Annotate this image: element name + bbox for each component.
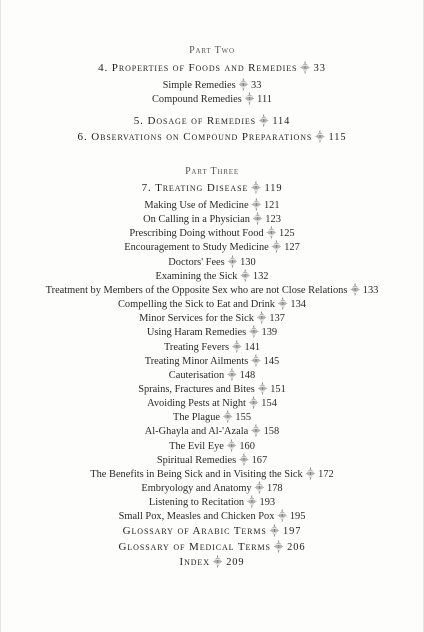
toc-entry xyxy=(1,439,423,452)
page-number: 206 xyxy=(287,542,306,553)
toc-entry xyxy=(1,226,423,239)
entry-title: Treating Fevers xyxy=(163,341,230,353)
separator-icon: ⸎ xyxy=(350,284,360,295)
separator-icon: ⸎ xyxy=(254,483,265,493)
separator-icon: ⸎ xyxy=(256,313,267,324)
page-number: 145 xyxy=(263,355,280,367)
chapter-title: 5. Dosage of Remedies xyxy=(133,115,257,127)
page-number: 141 xyxy=(244,341,261,353)
page-number: 134 xyxy=(290,299,306,311)
page-number: 148 xyxy=(239,369,256,381)
chapter-title: 7. Treating Disease xyxy=(141,182,249,194)
chapter-title: 6. Observations on Compound Preparations xyxy=(77,131,313,143)
page-number: 125 xyxy=(279,228,295,240)
page-number: 114 xyxy=(272,116,291,127)
separator-icon: ⸎ xyxy=(252,214,263,225)
toc-entry xyxy=(1,424,423,437)
toc-entry xyxy=(1,340,423,353)
entry-title: Encouragement to Study Medicine xyxy=(124,242,269,254)
page-number: 121 xyxy=(263,200,280,211)
entry-title: Using Haram Remedies xyxy=(146,327,247,339)
page-number: 193 xyxy=(259,497,276,509)
page-number: 119 xyxy=(264,183,283,194)
separator-icon: ⸎ xyxy=(277,511,287,522)
entry-title: Small Pox, Measles and Chicken Pox xyxy=(118,511,275,523)
chapter-title: 4. Properties of Foods and Remedies xyxy=(98,62,298,74)
page-number: 33 xyxy=(251,80,262,91)
page-number: 111 xyxy=(257,94,272,105)
separator-icon: ⸎ xyxy=(251,183,262,193)
separator-icon: ⸎ xyxy=(227,369,237,380)
page-number: 178 xyxy=(267,483,283,494)
entry-title: The Evil Eye xyxy=(169,440,224,452)
entry-title: Treating Minor Ailments xyxy=(144,355,249,367)
separator-icon: ⸎ xyxy=(227,256,238,267)
toc-entry xyxy=(1,453,423,466)
separator-icon: ⸎ xyxy=(269,526,281,536)
page-number: 133 xyxy=(362,284,379,296)
page-number: 151 xyxy=(270,384,286,395)
separator-icon: ⸎ xyxy=(271,242,282,253)
toc-entry xyxy=(1,495,423,508)
toc-entry xyxy=(1,325,423,338)
toc-entry xyxy=(1,481,423,494)
page-number: 195 xyxy=(289,511,306,523)
separator-icon: ⸎ xyxy=(248,398,259,409)
page-number: 115 xyxy=(328,132,347,143)
separator-icon: ⸎ xyxy=(212,557,224,567)
toc-entry xyxy=(1,297,423,310)
entry-title: Minor Services for the Sick xyxy=(139,313,254,325)
separator-icon: ⸎ xyxy=(257,384,268,394)
toc-entry xyxy=(1,311,423,324)
entry-title: Examining the Sick xyxy=(155,270,238,282)
toc-entry xyxy=(1,198,423,211)
toc-entry xyxy=(1,255,423,268)
page-number: 33 xyxy=(313,63,326,74)
separator-icon: ⸎ xyxy=(300,63,311,73)
entry-title: Index xyxy=(179,556,210,568)
toc-entry xyxy=(1,509,423,522)
toc-entry xyxy=(1,368,423,381)
entry-title: Glossary of Medical Terms xyxy=(118,541,271,553)
entry-title: The Plague xyxy=(172,412,221,424)
toc-chapter-7 xyxy=(1,181,423,194)
toc-entry xyxy=(1,240,423,253)
page-number: 155 xyxy=(235,412,252,424)
entry-title: Glossary of Arabic Terms xyxy=(122,525,267,537)
separator-icon: ⸎ xyxy=(249,327,259,338)
entry-title: Listening to Recitation xyxy=(148,497,245,509)
page-number: 172 xyxy=(318,468,334,480)
toc-chapter-6 xyxy=(1,130,423,143)
toc-entry xyxy=(1,354,423,367)
page-number: 123 xyxy=(265,214,281,226)
entry-title: Making Use of Medicine xyxy=(144,200,249,211)
separator-icon: ⸎ xyxy=(278,299,288,310)
entry-title: Prescribing Doing without Food xyxy=(129,228,264,240)
separator-icon: ⸎ xyxy=(240,270,250,281)
separator-icon: ⸎ xyxy=(223,412,233,423)
page-number: 154 xyxy=(261,398,277,410)
toc-entry xyxy=(1,410,423,423)
separator-icon: ⸎ xyxy=(315,132,326,142)
entry-title: Cauterisation xyxy=(168,369,225,381)
separator-icon: ⸎ xyxy=(251,426,261,437)
page-number: 160 xyxy=(239,440,255,452)
page-number: 130 xyxy=(240,256,256,268)
part-two-heading: Part Two xyxy=(189,45,235,56)
toc-entry xyxy=(1,396,423,409)
page-number: 197 xyxy=(283,526,302,537)
separator-icon: ⸎ xyxy=(232,341,242,352)
entry-title: Spiritual Remedies xyxy=(156,454,237,466)
toc-index xyxy=(1,555,423,568)
page-number: 167 xyxy=(251,454,268,466)
separator-icon: ⸎ xyxy=(273,542,285,552)
toc-entry xyxy=(1,382,423,395)
separator-icon: ⸎ xyxy=(238,80,248,90)
toc-entry xyxy=(1,269,423,282)
separator-icon: ⸎ xyxy=(266,228,276,239)
part-three-heading: Part Three xyxy=(185,166,239,177)
page-number: 158 xyxy=(263,426,280,438)
separator-icon: ⸎ xyxy=(247,497,257,508)
entry-title: On Calling in a Physician xyxy=(143,214,250,226)
entry-title: Doctors' Fees xyxy=(168,256,225,268)
entry-title: Treatment by Members of the Opposite Sex who are not Close Relations xyxy=(45,284,348,296)
page-number: 209 xyxy=(226,557,245,568)
separator-icon: ⸎ xyxy=(251,355,261,366)
toc-glossary-arabic xyxy=(1,524,423,537)
entry-title: Embryology and Anatomy xyxy=(141,483,252,494)
page-number: 127 xyxy=(284,242,300,254)
entry-title: Avoiding Pests at Night xyxy=(147,398,246,410)
separator-icon: ⸎ xyxy=(239,454,249,465)
entry-title: The Benefits in Being Sick and in Visiting the Sick xyxy=(90,468,303,480)
toc-entry xyxy=(1,212,423,225)
toc-entry xyxy=(1,467,423,480)
toc-entry xyxy=(1,283,423,296)
toc-chapter-5 xyxy=(1,114,423,127)
entry-title: Compound Remedies xyxy=(152,94,242,105)
separator-icon: ⸎ xyxy=(244,94,255,104)
page-number: 132 xyxy=(252,270,269,282)
separator-icon: ⸎ xyxy=(305,468,316,479)
entry-title: Sprains, Fractures and Bites xyxy=(138,384,255,395)
toc-chapter-4 xyxy=(1,61,423,74)
page-number: 139 xyxy=(261,327,278,339)
entry-title: Simple Remedies xyxy=(162,80,236,91)
toc-entry-simple-remedies xyxy=(1,78,423,91)
page-number: 137 xyxy=(269,313,285,325)
entry-title: Al-Ghayla and Al-'Azala xyxy=(144,426,249,438)
toc-glossary-medical xyxy=(1,540,423,553)
separator-icon: ⸎ xyxy=(226,440,237,451)
separator-icon: ⸎ xyxy=(259,116,270,126)
toc-entry-compound-remedies xyxy=(1,92,423,105)
entry-title: Compelling the Sick to Eat and Drink xyxy=(118,299,275,311)
separator-icon: ⸎ xyxy=(251,200,261,210)
